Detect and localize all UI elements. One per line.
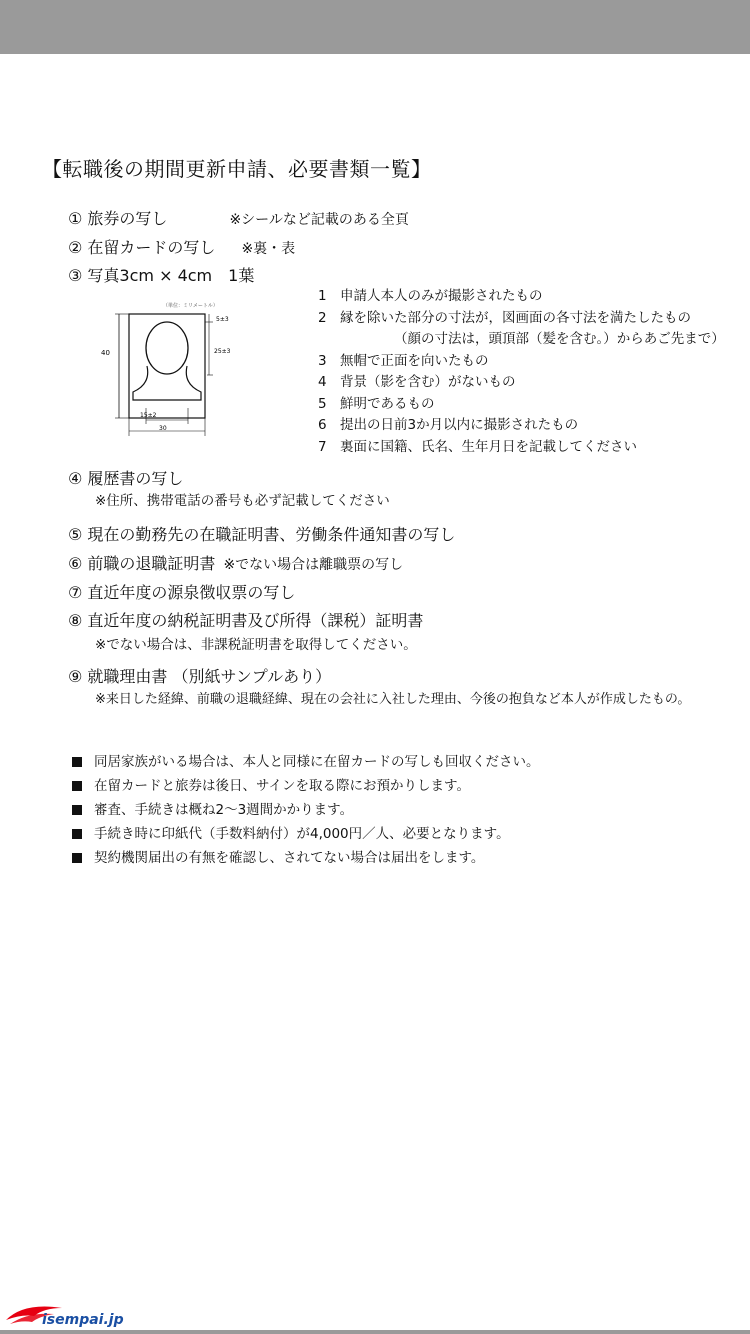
diagram-face-label: 25±3 [214,348,231,355]
list-item: 在留カードと旅券は後日、サインを取る際にお預かりします。 [72,774,540,798]
item-label: ⑦ 直近年度の源泉徴収票の写し [68,583,296,602]
item-tax-certificate [68,608,423,631]
item-label: ⑥ 前職の退職証明書 [68,554,216,573]
item-photo [68,263,254,286]
item-employment-reason-note: ※来日した経緯、前職の退職経緯、現在の会社に入社した理由、今後の抱負など本人が作成したもの。 [95,692,691,707]
photo-size-diagram [95,300,245,440]
item-employment-reason [68,664,331,687]
list-item: 4 背景（影を含む）がないもの [318,374,516,390]
list-item: （顔の寸法は，頭頂部（髪を含む。）からあご先まで） [394,331,725,347]
list-item: 1 申請人本人のみが撮影されたもの [318,288,543,304]
item-label: ⑧ 直近年度の納税証明書及び所得（課税）証明書 [68,611,424,630]
list-item: 同居家族がいる場合は、本人と同様に在留カードの写しも回収ください。 [72,750,540,774]
item-note: ※でない場合は離職票の写し [223,557,404,573]
item-label: ④ 履歴書の写し [68,469,184,488]
bullet-square-icon [72,853,82,863]
list-item: 手続き時に印紙代（手数料納付）が4,000円／人、必要となります。 [72,822,540,846]
item-residence-card [68,235,295,258]
list-item: 審査、手続きは概ね2～3週間かかります。 [72,798,540,822]
face-outline [146,322,188,374]
list-item: 2 縁を除いた部分の寸法が，図画面の各寸法を満たしたもの [318,309,691,326]
diagram-top-margin-label: 5±3 [216,316,229,323]
top-bar [0,0,750,54]
diagram-height-label: 40 [101,349,110,357]
list-item: 契約機関届出の有無を確認し、されてない場合は届出をします。 [72,846,540,870]
bullet-square-icon [72,781,82,791]
bullet-square-icon [72,829,82,839]
bullet-square-icon [72,757,82,767]
photo-requirements-list [318,286,725,458]
item-resume [68,466,183,489]
list-item: 3 無帽で正面を向いたもの [318,352,489,369]
list-item: 5 鮮明であるもの [318,395,435,412]
item-label: ② 在留カードの写し [68,238,216,257]
diagram-unit-label: （単位：ミリメートル） [163,303,218,309]
item-note: ※シールなど記載のある全頁 [229,212,409,228]
item-withholding-slip [68,580,295,603]
list-item: 6 提出の日前3か月以内に撮影されたもの [318,417,579,433]
item-label: ⑤ 現在の勤務先の在職証明書、労働条件通知書の写し [68,525,456,544]
shoulder-outline [133,366,201,400]
page-title: 【転職後の期間更新申請、必要書類一覧】 [42,157,432,181]
item-resume-note: ※住所、携帯電話の番号も必ず記載してください [95,493,390,509]
item-label: ⑨ 就職理由書 （別紙サンプルあり） [68,667,332,686]
item-passport [68,206,409,229]
item-note: ※裏・表 [241,241,296,257]
photo-frame [129,314,205,418]
item-tax-certificate-note: ※でない場合は、非課税証明書を取得してください。 [95,637,417,653]
logo-text[interactable]: isempai.jp [42,1312,124,1328]
bottom-bar [0,1330,750,1334]
bullet-square-icon [72,805,82,815]
item-label: ① 旅券の写し [68,209,168,228]
item-label: ③ 写真3cm × 4cm 1葉 [68,266,255,285]
list-item: 7 裏面に国籍、氏名、生年月日を記載してください [318,438,637,455]
item-employment-certificate [68,522,455,545]
notes-list [72,750,540,870]
item-resignation-certificate [68,551,403,574]
diagram-width-label: 30 [159,425,167,432]
diagram-inner-width-label: 15±2 [140,412,157,419]
